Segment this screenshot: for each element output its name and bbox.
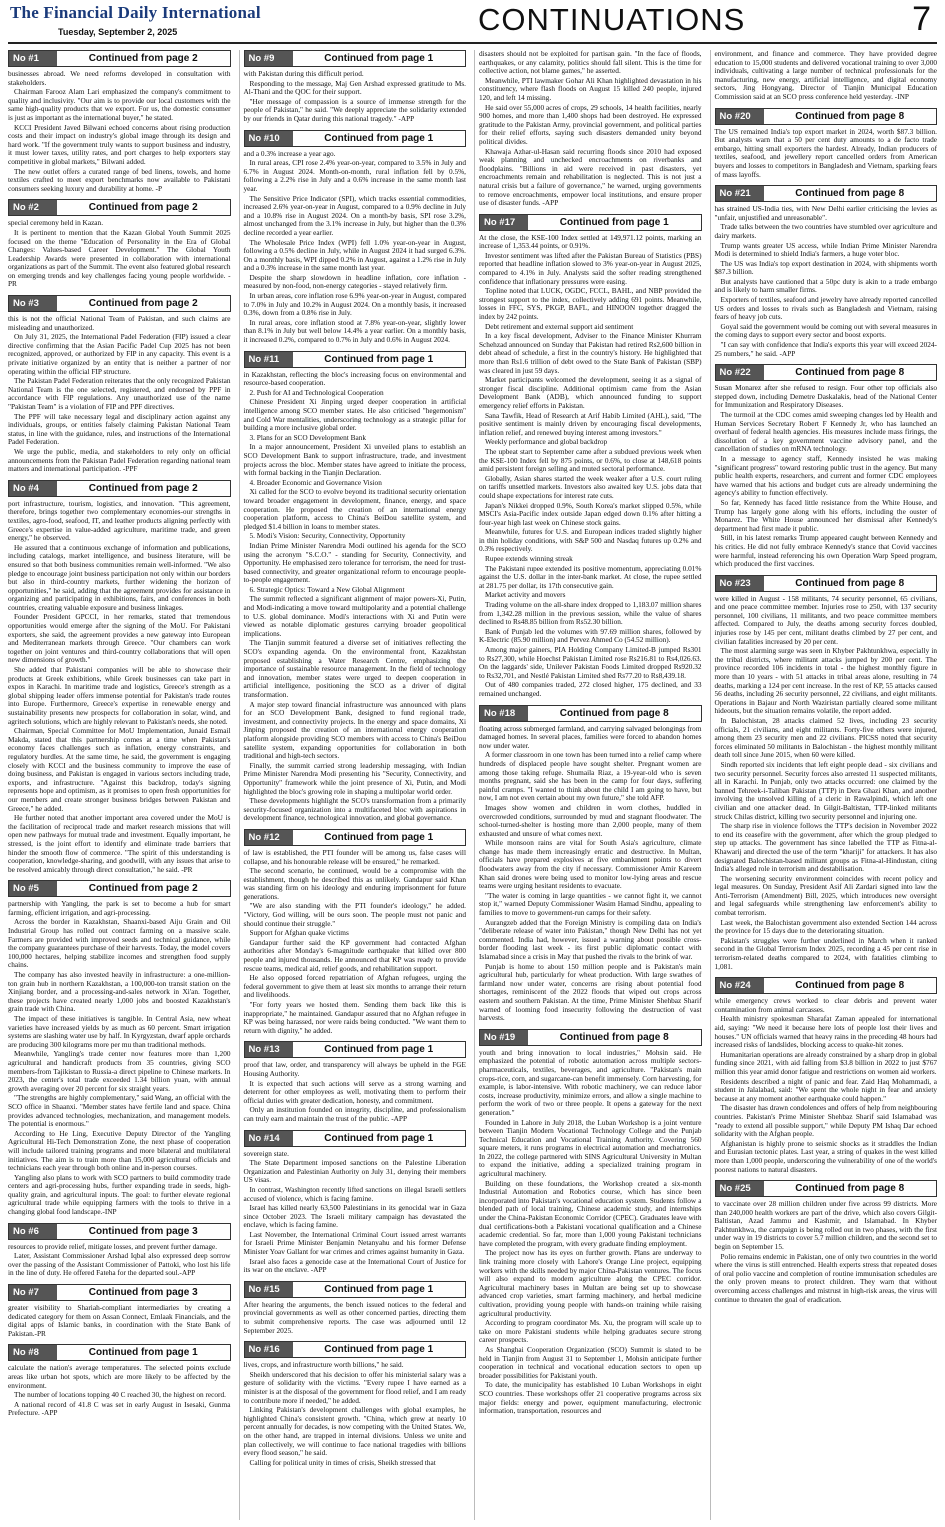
paragraph: In a message to agency staff, Kennedy insisted he was making "significant progress" toward restoring public trust in the agency. But many public health experts, researchers, and current and former CDC employees have warned that his actions and budget cuts are already undermining the agency's ability to function effectively. bbox=[714, 453, 937, 498]
story-header bbox=[8, 480, 231, 497]
story-body bbox=[715, 384, 938, 568]
continued-from-label: Continued from page 1 bbox=[293, 1131, 466, 1146]
paragraph: The project now has its eyes on further growth. Plans are underway to link training more closely with Lahore's Orange Line project, equipping workers with the skills needed by major China-Pakistan ventures. The focus will also expand to modern agriculture along the CPEC corridor. Agricultural machinery bases in Multan are being set up to showcase advanced crop varieties, smart farming machinery, and herbal medicine cultivation, providing young people with hands-on training while raising agricultural productivity. bbox=[479, 1248, 702, 1318]
paragraph: Goyal said the government would be coming out with several measures in the coming days to support every sector and boost exports. bbox=[714, 321, 937, 340]
story-header bbox=[8, 295, 231, 312]
story-number: No #16 bbox=[245, 1342, 293, 1357]
story-header bbox=[715, 575, 938, 592]
paragraph: Still, in his latest remarks Trump appeared caught between Kennedy and his critics. He did not fully embrace Kennedy's stance that Covid vaccines were harmful, instead referencing his own Operation Warp Speed program, which produced the first vaccines. bbox=[714, 533, 937, 569]
story-body bbox=[715, 50, 938, 102]
story bbox=[8, 295, 231, 474]
paragraph: Despite the sharp slowdown in headline inflation, core inflation - measured by non-food, non-energy categories - stayed relatively firm. bbox=[243, 272, 466, 291]
paragraph: After hearing the arguments, the bench issued notices to the federal and provincial governments as well as other concerned parties, directing them to submit comprehensive reports. The case was adjourned until 12 September 2025. bbox=[243, 1299, 466, 1335]
paragraph: businesses abroad. We need reforms developed in consultation with stakeholders. bbox=[8, 69, 231, 87]
paragraph: The most alarming surge was seen in Khyber Pakhtunkhwa, especially in the tribal districts, where militant attacks jumped by 200 per cent. The province recorded 106 incidents in total - the highest monthly figure in more than 10 years - with 51 attacks in tribal areas alone, resulting in 74 deaths, marking a 124 per cent increase. In the rest of KP, 55 attacks caused 56 deaths, including 26 security personnel, 22 civilians, and eight militants. Operations in Bajaur and North Waziristan partially cleared some militant hideouts, but the situation remains volatile, the report added. bbox=[714, 646, 937, 716]
column-2 bbox=[239, 50, 467, 1520]
paragraph: greater visibility to Shariah-compliant intermediaries by creating a dedicated category for them on Assan Connect, Emlaak Financials, and the digital apps of Islamic banks, in coordination with the State Bank of Pakistan.-PR bbox=[8, 1303, 231, 1338]
paragraph: Khawaja Azhar-ul-Hasan said recurring floods since 2010 had exposed weak planning and unchecked encroachments on riverbanks and floodplains. "Billions in aid were received in past disasters, yet encroachments remain and rehabilitation is neglected. This is not just a natural crisis but a failure of governance," he warned, urging governments to remove encroachments, empower local institutions, and ensure proper use of disaster funds. -APP bbox=[479, 146, 702, 208]
paragraph: Japan's Nikkei dropped 0.9%, South Korea's market slipped 0.5%, while MSCI's Asia-Pacific index outside Japan edged down 0.1% after hitting a four-year high last week on Chinese stock gains. bbox=[479, 500, 702, 527]
paragraph: She added that Pakistani companies will be able to showcase their products at Greek exhibitions, while Greek businesses can take part in expos in Karachi. In maritime trade and logistics, Greece's strength as a global shipping leader offers immense potential for Pakistan's trade routes into Europe. Furthermore, Greece's expertise in renewable energy and sustainability presents new prospects for collaboration in solar, wind, and agritech solutions, which are highly relevant to Pakistan's needs, she noted. bbox=[8, 665, 231, 726]
paragraph: He said over 55,000 acres of crops, 29 schools, 14 health facilities, nearly 900 homes, and more than 1,400 shops had been destroyed. He expressed gratitude to the Pakistan Army, provincial government, and political parties for their relief efforts, saying such disasters demanded unity beyond political divides. bbox=[479, 102, 702, 146]
paragraph: Xi called for the SCO to evolve beyond its traditional security orientation toward broader engagement in development, finance, energy, and space cooperation. He proposed the creation of an international energy cooperation platform, access to China's BeiDou satellite system, and pledged $1.4 billion in loans to member states. bbox=[243, 487, 466, 531]
continued-from-label: Continued from page 8 bbox=[764, 978, 937, 993]
story bbox=[715, 108, 938, 180]
paragraph: while emergency crews worked to clear debris and prevent water contamination from animal carcasses. bbox=[714, 996, 937, 1014]
story-body bbox=[715, 997, 938, 1174]
story-body bbox=[244, 1061, 467, 1123]
story-header bbox=[244, 50, 467, 67]
paragraph: The US was India's top export destination in 2024, with shipments worth $87.3 billion. bbox=[714, 258, 937, 277]
paragraph: Humanitarian operations are already constrained by a sharp drop in global funding since 2021, with aid falling from $3.8 billion in 2022 to just $767 million this year amid donor fatigue and restrictions on women aid workers. bbox=[714, 1049, 937, 1076]
paragraph: Exporters of textiles, seafood and jewelry have already reported cancelled US orders and losses to rivals such as Bangladesh and Vietnam, raising fears of heavy job cuts. bbox=[714, 295, 937, 322]
paragraph: has strained US-India ties, with New Delhi earlier criticising the levies as "unfair, unjustified and unreasonable". bbox=[714, 204, 937, 222]
paragraph: The company has also invested heavily in infrastructure: a one-million-ton grain hub in northern Kazakhstan, a 100,000-ton transit station on the Xinjiang border, and a processing-and-sales network in Xi'an. Together, these projects have created nearly 1,000 jobs and boosted Kazakhstan's grain trade with China. bbox=[8, 970, 231, 1014]
story-body bbox=[715, 595, 938, 972]
paragraph: special ceremony held in Kazan. bbox=[8, 218, 104, 228]
story-number: No #7 bbox=[9, 1285, 57, 1300]
story-header bbox=[244, 1130, 467, 1147]
story-header bbox=[244, 829, 467, 846]
continued-from-label: Continued from page 8 bbox=[764, 365, 937, 380]
story-body bbox=[479, 1049, 702, 1416]
paragraph: this is not the official National Team of Pakistan, and such claims are misleading and unauthorized. bbox=[8, 314, 231, 332]
paragraph: Israel has killed nearly 63,500 Palestinians in its genocidal war in Gaza since October 2023. The Israeli military campaign has devastated the enclave, which is facing famine. bbox=[243, 1203, 466, 1230]
story-body bbox=[244, 70, 467, 124]
paragraph: Sheikh underscored that his decision to offer his ministerial salary was a gesture of solidarity with the victims. "Every rupee I have earned as a minister is at the disposal of the government for flood relief, and I am ready to contribute more if needed," he added. bbox=[243, 1369, 466, 1405]
story-header bbox=[715, 1180, 938, 1197]
paragraph: He assured that a continuous exchange of information and publications, including catalogs, market intelligence, and business literature, will be ensured so that both business communities remain well-informed. "We also pledge to encourage joint business participation not only within our borders but also in third-country markets, further widening the horizon of opportunities," he said, adding that the agreement provides for assistance in organizing and participating in exhibitions, fairs, and conferences in both countries, creating valuable exposure and business linkages. bbox=[8, 542, 231, 612]
paragraph: in Kazakhstan, reflecting the bloc's increasing focus on environmental and resource-based cooperation. bbox=[243, 369, 466, 388]
story-number: No #5 bbox=[9, 881, 57, 896]
story-header bbox=[715, 108, 938, 125]
section-title: CONTINUATIONS bbox=[478, 2, 746, 37]
continued-from-label: Continued from page 8 bbox=[764, 576, 937, 591]
paragraph: The State Department imposed sanctions on the Palestine Liberation Organization and Palestinian Authority on July 31, denying their members US visas. bbox=[243, 1158, 466, 1185]
paragraph: Last week, the Balochistan government also extended Section 144 across the province for 15 days due to the deteriorating situation. bbox=[714, 917, 937, 936]
columns-area bbox=[8, 50, 937, 1520]
story-header bbox=[8, 199, 231, 216]
paragraph: Among major gainers, PIA Holding Company Limited-B jumped Rs301 to Rs27,300, while Hoechst Pakistan Limited rose Rs216.81 to Rs4,026.63. On the laggards' side, Unilever Pakistan Foods Limited dropped Rs920.32 to Rs32,701, and Nestlé Pakistan Limited shed Rs77.20 to Rs8,439.18. bbox=[479, 645, 702, 680]
paragraph: It is pertinent to mention that the Kazan Global Youth Summit 2025 focused on the theme "Education of Personality in the Era of Global Changes: Values-based Career Development." The Global Youth Leadership Awards were presented in collaboration with international organizations as part of the Summit. The event also featured global research on emerging trends and key challenges facing young people worldwide. -PR bbox=[8, 227, 231, 289]
story-body bbox=[715, 205, 938, 358]
paragraph: The PPF will take necessary legal and disciplinary action against any individuals, groups, or entities falsely claiming Pakistan National Team status, in line with the guidance, rules, and instructions of the International Padel Federation. bbox=[8, 411, 231, 447]
paragraph: Founder President GPCCI, in her remarks, stated that tremendous opportunities would emerge after the signing of the MoU. For Pakistani exporters, she said, the agreement provides a new gateway into European and Mediterranean markets through Greece. "Our chambers can work together on joint ventures and third-country collaborations that will open new dimensions of growth." bbox=[8, 612, 231, 665]
continued-from-label: Continued from page 1 bbox=[293, 830, 466, 845]
paragraph: But analysts have cautioned that a 50pc duty is akin to a trade embargo and is likely to harm smaller firms. bbox=[714, 276, 937, 295]
paragraph: The Wholesale Price Index (WPI) fell 1.0% year-on-year in August, following a 0.5% decline in July, while in August 2024 it had surged 6.3%. On a monthly basis, WPI dipped 0.2% in August, against a 1.2% rise in July and a 0.3% increase in the same month last year. bbox=[243, 237, 466, 273]
story-number: No #13 bbox=[245, 1042, 293, 1057]
paragraph: and a 0.3% increase a year ago. bbox=[243, 148, 336, 158]
story-number: No #17 bbox=[480, 215, 528, 230]
paragraph: Investor sentiment was lifted after the Pakistan Bureau of Statistics (PBS) reported that headline inflation slowed to 3% year-on-year in August 2025, compared to 4.1% in July. Analysts said the softer reading strengthened confidence that inflationary pressures were easing. bbox=[479, 250, 702, 286]
paragraph: Gandapur further said the KP government had contacted Afghan authorities after Monday's 6-magnitude earthquake that killed over 800 people and injured thousands. He announced that KP was ready to provide rescue teams, medical aid, relief goods, and rehabilitation support. bbox=[243, 937, 466, 973]
paragraph: We urge the public, media, and stakeholders to rely only on official announcements from the Pakistan Padel Federation regarding national team matters and international participation. -PPF bbox=[8, 446, 231, 474]
continued-from-label: Continued from page 2 bbox=[57, 296, 230, 311]
paragraph: Meanwhile, futures for U.S. and European indices traded slightly higher in thin holiday conditions, with S&P 500 and Nasdaq futures up 0.2% and 0.3% respectively. bbox=[479, 527, 702, 554]
paragraph: Punjab is home to about 150 million people and is Pakistan's main agricultural hub, particularly for wheat production. With large swathes of farmland now under water, concerns are rising about potential food shortages, reminiscent of the 2022 floods that wiped out crops across eastern and southern Pakistan. At the time, Prime Minister Shehbaz Sharif warned of looming food insecurity following the destruction of vast harvests. bbox=[479, 961, 702, 1023]
paragraph: To date, the municipality has established 10 Luban Workshops in eight SCO countries. These workshops offer 21 cooperative programs across six major fields: energy and power, equipment manufacturing, electronic information, transportation, resources and bbox=[479, 1380, 702, 1416]
paragraph: Yangling also plans to work with SCO partners to build commodity trade centers and agri-processing hubs, further expanding trade in seeds, high-quality grain, and agricultural inputs. The goal: to further elevate regional agricultural trade while equipping farmers with the tools to thrive in a changing global food landscape.-INP bbox=[8, 1172, 231, 1217]
paragraph: Market activity and movers bbox=[485, 590, 566, 600]
paragraph: The Tianjin summit featured a diverse set of initiatives reflecting the SCO's expanding agenda. On the environmental front, Kazakhstan proposed establishing a Water Research Centre, emphasizing the importance of sustainable resource management. In the field of technology and innovation, member states were urged to deepen cooperation in artificial intelligence, positioning the SCO as a driver of digital transformation. bbox=[243, 638, 466, 699]
column-4 bbox=[710, 50, 938, 1520]
story-body bbox=[8, 219, 231, 289]
paragraph: It is expected that such actions will serve as a strong warning and deterrent for other employees as well, motivating them to perform their official duties with greater dedication, honesty, and commitment. bbox=[243, 1078, 466, 1105]
paragraph: The US remained India's top export market in 2024, worth $87.3 billion. But analysts warn that a 50 per cent duty amounts to a de facto trade embargo, hitting small exporters the hardest. Already, Indian producers of textiles, seafood, and jewellery report cancelled orders from American buyers and losses to competitors in Bangladesh and Vietnam, sparking fears of mass layoffs. bbox=[714, 126, 937, 179]
story-body bbox=[244, 1301, 467, 1335]
paragraph: KCCI President Javed Bilwani echoed concerns about rising production costs and their impact on industry's global image through its design and hard work. "If the government truly wants to support business and industry, it must lower taxes, utility rates, and port charges to help exporters stay competitive in global markets," Bilwani added. bbox=[8, 122, 231, 166]
paragraph: Pakistan's struggles were further underlined in March when it ranked second in the Global Terrorism Index 2025, recording a 45 per cent rise in terrorism-related deaths compared to 2024, with fatalities climbing to 1,081. bbox=[714, 935, 937, 971]
story-number: No #12 bbox=[245, 830, 293, 845]
story-number: No #25 bbox=[716, 1181, 764, 1196]
continued-from-label: Continued from page 2 bbox=[57, 481, 230, 496]
story bbox=[479, 50, 702, 208]
paragraph: The new outlet offers a curated range of bed linens, towels, and home textiles crafted to meet export benchmarks now available to Pakistani consumers seeking luxury and durability at home. -P bbox=[8, 166, 231, 193]
paragraph: disasters should not be exploited for partisan gain. "In the face of floods, earthquakes, or any calamity, politics should fall silent. This is the time for collective action, not blame games," he asserted. bbox=[479, 50, 702, 76]
paragraph: Topline noted that LUCK, OGDC, FCCL, BAHL, and NBP provided the strongest support to the index, collectively adding 691 points. Meanwhile, losses in FFC, SYS, PKGP, BAFL, and HINOON together dragged the index by 242 points. bbox=[479, 286, 702, 322]
paragraph: The upbeat start to September came after a subdued previous week when the KSE-100 Index fell by 875 points, or 0.6%, to close at 148,618 points amid persistent foreign selling and muted sectoral performance. bbox=[479, 446, 702, 474]
paragraph: Trading volume on the all-share index dropped to 1,183.07 million shares from 1,342.28 million in the previous session, while the value of shares declined to Rs48.85 billion from Rs52.30 billion. bbox=[479, 600, 702, 627]
paragraph: Chairman, Special Committee for MoU Implementation, Junaid Esmail Makda, stated that this partnership comes at a time when Pakistan's economy faces challenges such as inflation, energy constraints, and regulatory hurdles. At the same time, he said, the government is engaging closely with KCCI and the business community to improve the ease of doing business, and Pakistan is engaged in various sectors including trade, exports, and infrastructure. "Against this backdrop, today's signing represents hope and optimism, as it promises to open fresh opportunities for our members and create stronger business bridges between Pakistan and Greece," he added. bbox=[8, 726, 231, 813]
story-header bbox=[8, 50, 231, 67]
paragraph: Globally, Asian shares started the week weaker after a U.S. court ruling on tariffs unsettled markets. Investors also awaited key U.S. jobs data that could shape expectations for interest rate cuts. bbox=[479, 473, 702, 500]
story-number: No #18 bbox=[480, 706, 528, 721]
story-number: No #10 bbox=[245, 131, 293, 146]
story-header bbox=[715, 185, 938, 202]
paragraph: In urban areas, core inflation rose 6.9% year-on-year in August, compared to 7.0% in July and 10.2% in August 2024. On a monthly basis, it increased 0.3%, down from a 0.8% rise in July. bbox=[243, 291, 466, 318]
story-body bbox=[479, 50, 702, 208]
story-body bbox=[8, 315, 231, 474]
story bbox=[8, 199, 231, 289]
story-body bbox=[715, 128, 938, 180]
story-number: No #14 bbox=[245, 1131, 293, 1146]
paragraph: Only an institution founded on integrity, discipline, and professionalism can truly earn and maintain the trust of the public. -APP bbox=[243, 1105, 466, 1123]
story bbox=[715, 364, 938, 568]
story-number: No #21 bbox=[716, 186, 764, 201]
paragraph: Sindh reported six incidents that left eight people dead - six civilians and two security personnel. Security forces also arrested 11 suspected militants, all in Karachi. In Punjab, only two attacks occurred: one claimed by the banned Tehreek-i-Taliban Pakistan (TTP) in Dera Ghazi Khan, and another involving the unsolved killing of a cleric in Rawalpindi, which left one civilian and one attacker dead. In Gilgit-Baltistan, TTP-linked militants struck Chilas district, killing two security personnel and injuring one. bbox=[714, 759, 937, 821]
paragraph: In a major announcement, President Xi unveiled plans to establish an SCO Development Bank to support infrastructure, trade, and investment projects across the bloc. Member states have agreed to initiate the process, with formal backing in the Tianjin Declaration. bbox=[243, 442, 466, 478]
paragraph: The Pakistani rupee extended its positive momentum, appreciating 0.01% against the U.S. dollar in the inter-bank market. At close, the rupee settled at 281.75 per dollar, its 17th consecutive gain. bbox=[479, 563, 702, 590]
paragraph: He further noted that another important area covered under the MoU is the facilitation of reciprocal trade and market research missions that will open new pathways for mutual trade and investment. Equally important, he stressed, is the joint effort to identify and eliminate trade barriers that hinder the smooth flow of commerce. "The spirit of this understanding is cooperation, knowledge-sharing, and goodwill, with any issues that arise to be resolved amicably through direct consultation," he said. -PR bbox=[8, 813, 231, 874]
paragraph: of law is established, the PTI founder will be among us, false cases will collapse, and his honourable release will be ensured," he remarked. bbox=[243, 847, 466, 866]
paragraph: sovereign state. bbox=[243, 1148, 289, 1158]
story-header bbox=[8, 1223, 231, 1240]
story-body bbox=[715, 1200, 938, 1304]
paragraph: 3. Plans for an SCO Development Bank bbox=[249, 432, 367, 442]
paragraph: Support for Afghan quake victims bbox=[249, 928, 349, 938]
story bbox=[479, 705, 702, 1023]
paragraph: Debt retirement and external support aid sentiment bbox=[485, 321, 634, 331]
paragraph: 6. Strategic Optics: Toward a New Global Alignment bbox=[249, 584, 405, 594]
continued-from-label: Continued from page 1 bbox=[293, 1042, 466, 1057]
paragraph: According to program coordinator Ms. Xu, the program will scale up to take on more Pakistani students while helping graduates secure strong career prospects. bbox=[479, 1318, 702, 1345]
paragraph: Last November, the International Criminal Court issued arrest warrants for Israeli Prime Minister Benjamin Netanyahu and his former Defense Minister Yoav Gallant for war crimes and crimes against humanity in Gaza. bbox=[243, 1229, 466, 1257]
continued-from-label: Continued from page 8 bbox=[764, 1181, 937, 1196]
continued-from-label: Continued from page 1 bbox=[293, 352, 466, 367]
paragraph: Sana Tawfik, Head of Research at Arif Habib Limited (AHL), said, "The positive sentiment is mainly driven by encouraging fiscal developments, inflation relief, and renewed buying interest among investors." bbox=[479, 410, 702, 437]
column-3 bbox=[474, 50, 702, 1520]
paragraph: 4. Broader Economic and Governance Vision bbox=[249, 477, 382, 487]
story bbox=[715, 575, 938, 972]
story-number: No #23 bbox=[716, 576, 764, 591]
story-body bbox=[244, 1361, 467, 1467]
paragraph: environment, and finance and commerce. They have provided degree education to 15,000 students and delivered vocational training to over 3,000 individuals, cultivating a large number of technical professionals for the manufacturing, new energy, artificial intelligence, and digital economy sectors, Jing Hongyang, Director of Tianjin Municipal Education Commission said at an SCO press conference held yesterday. -INP bbox=[714, 50, 937, 101]
paragraph: Afghanistan is highly prone to seismic shocks as it straddles the Indian and Eurasian tectonic plates. Last year, a string of quakes in the west killed more than 1,000 people, underscoring the vulnerability of one of the world's poorest nations to natural disasters. bbox=[714, 1138, 937, 1174]
paragraph: Building on these foundations, the Workshop created a six-month Industrial Automation and Robotics course, which has since been incorporated into Pakistan's vocational education system. Students follow a blended path of local training, Chinese academic study, and internships under the China-Pakistan Economic Corridor (CPEC). Graduates leave with dual certifications-both a Pakistani vocational qualification and a Chinese academic credential. So far, more than 1,000 young Pakistani technicians have completed the program, with every graduate finding employment. bbox=[479, 1178, 702, 1248]
masthead bbox=[8, 0, 937, 44]
paragraph: Trump wants greater US access, while Indian Prime Minister Narendra Modi is determined to shield India's farmers, a huge voter bloc. bbox=[714, 240, 937, 259]
story bbox=[8, 1344, 231, 1418]
story-number: No #2 bbox=[9, 200, 57, 215]
paragraph: Responding to the message, Maj Gen Arshad expressed gratitude to Ms. Al-Thani and the QOC for their support. bbox=[243, 78, 466, 97]
story-number: No #9 bbox=[245, 51, 293, 66]
continued-from-label: Continued from page 2 bbox=[57, 51, 230, 66]
continued-from-label: Continued from page 1 bbox=[57, 1345, 230, 1360]
story-header bbox=[479, 214, 702, 231]
paragraph: Meanwhile, PTI lawmaker Gohar Ali Khan highlighted devastation in his constituency, where flash floods on August 15 killed 240 people, injured 120, and left 14 missing. bbox=[479, 75, 702, 102]
story bbox=[244, 1130, 467, 1275]
paragraph: Chinese President Xi Jinping urged deeper cooperation in artificial intelligence among SCO member states. He also criticised "hegemonism" and Cold War mentalities, underscoring technology as a strategic pillar for building a more inclusive global order. bbox=[243, 397, 466, 433]
paragraph: Indian Prime Minister Narendra Modi outlined his agenda for the SCO using the acronym "S.C.O." - standing for Security, Connectivity, and Opportunity. He emphasised zero tolerance for terrorism, the need for trust-based connectivity, and greater organizational reform to encourage people-to-people engagement. bbox=[243, 540, 466, 585]
paragraph: The summit reflected a significant alignment of major powers-Xi, Putin, and Modi-indicating a move toward multipolarity and a potential challenge to U.S. global dominance. Modi's interactions with Xi and Putin were viewed as notable diplomatic gestures carrying broader geopolitical implications. bbox=[243, 594, 466, 638]
story-body bbox=[8, 1364, 231, 1418]
paragraph: The impact of these initiatives is tangible. In Central Asia, new wheat varieties have increased yields by as much as 60 percent. Smart irrigation systems are slashing water use by half. In Kyrgyzstan, dwarf apple orchards are producing 300 kilograms more per mu than traditional methods. bbox=[8, 1014, 231, 1049]
story bbox=[715, 1180, 938, 1304]
story-body bbox=[244, 371, 467, 823]
paragraph: Aurangzeb added that the Foreign Ministry is compiling data on India's "deliberate release of water into Pakistan," though New Delhi has not yet commented. India had, however, issued a warning about possible cross-border flooding last week - its first public diplomatic contact with Islamabad since a crisis in May that pushed the rivals to the brink of war. bbox=[479, 917, 702, 961]
story-header bbox=[244, 1341, 467, 1358]
paragraph: He also opposed forced repatriation of Afghan refugees, urging the federal government to give them at least six months to arrange their return and livelihoods. bbox=[243, 973, 466, 1000]
paragraph: Polio remains endemic in Pakistan, one of only two countries in the world where the virus is still entrenched. Health experts stress that repeated doses of oral polio vaccine and completion of routine immunisation schedules are the only proven means to protect children. They warn that without overcoming access challenges and mistrust in high-risk areas, the virus will continue to threaten the goal of eradication. bbox=[714, 1251, 937, 1304]
story bbox=[244, 130, 467, 345]
paragraph: floating across submerged farmland, and carrying salvaged belongings from damaged homes. In several places, families were forced to abandon homes now under water. bbox=[479, 723, 702, 750]
story bbox=[244, 351, 467, 823]
story-number: No #20 bbox=[716, 109, 764, 124]
paragraph: The disaster has drawn condolences and offers of help from neighbouring countries. Pakistan's Prime Minister Shehbaz Sharif said Islamabad was "ready to extend all possible support," while Deputy PM Ishaq Dar echoed solidarity with the Afghan people. bbox=[714, 1103, 937, 1139]
story-header bbox=[479, 1029, 702, 1046]
paragraph: Market participants welcomed the development, seeing it as a signal of stronger fiscal discipline. Additional optimism came from the Asian Development Bank (ADB), which announced funding to support emergency relief efforts in Pakistan. bbox=[479, 375, 702, 410]
paragraph: According to He Ling, Executive Deputy Director of the Yangling Agricultural Hi-Tech Demonstration Zone, the next phase of cooperation will include tailored training programs and more bilateral and multilateral initiatives. The aim is to train more than 15,000 agricultural officials and technicians each year through both online and in-person courses. bbox=[8, 1128, 231, 1173]
story-number: No #22 bbox=[716, 365, 764, 380]
paragraph: While monsoon rains are vital for South Asia's agriculture, climate change has made them increasingly erratic and destructive. In Multan, officials have prepared explosives at five embankment points to divert floodwaters away from the city if necessary. Commissioner Amir Kareem Khan said drones were being used to monitor low-lying areas and rescue teams were urging hesitant residents to evacuate. bbox=[479, 838, 702, 891]
paragraph: These developments highlight the SCO's transformation from a primarily security-focused organization into a multifaceted bloc with aspirations in development finance, technological innovation, and global governance. bbox=[243, 796, 466, 823]
paragraph: The number of locations topping 40 C reached 30, the highest on record. bbox=[14, 1390, 226, 1400]
story-body bbox=[8, 500, 231, 875]
story bbox=[244, 1041, 467, 1123]
paragraph: A former classroom in one town has been turned into a relief camp where hundreds of displaced people have sought shelter. Pregnant women are among those taking refuge. Shumaila Riaz, a 19-year-old who is seven months pregnant, said she has been in the camp for four days, suffering painful cramps. "I wanted to think about the child I am going to have, but now, I am not even certain about my own future," she told AFP. bbox=[479, 750, 702, 803]
paragraph: A national record of 41.8 C was set in early August in Isesaki, Gunma Prefecture. -APP bbox=[8, 1399, 231, 1418]
paragraph: Rupee extends winning streak bbox=[485, 554, 573, 564]
paragraph: Calling for political unity in times of crisis, Sheikh stressed that bbox=[249, 1457, 436, 1467]
story bbox=[8, 480, 231, 875]
paragraph: At the close, the KSE-100 Index settled at 149,971.12 points, marking an increase of 1,353.44 points, or 0.91%. bbox=[479, 232, 702, 251]
story bbox=[8, 1223, 231, 1278]
paragraph: Founded in Lahore in July 2018, the Luban Workshop is a joint venture between Tianjin Modern Vocational Technology College and the Punjab Technical Education and Vocational Training Authority. Covering 560 square meters, it runs programs in electrical automation and mechatronics. In 2022, the college partnered with SINS Agricultural University in Multan to expand the initiative, adding a specialized training program in agricultural machinery. bbox=[479, 1117, 702, 1179]
continued-from-label: Continued from page 3 bbox=[57, 1285, 230, 1300]
paragraph: Residents described a night of panic and fear. Zaid Haq Mohammadi, a student in Jalalabad, said: "We spent the whole night in fear and anxiety because at any moment another earthquake could happen." bbox=[714, 1076, 937, 1103]
story-body bbox=[8, 70, 231, 193]
paragraph: "We are also standing with the PTI founder's ideology," he added. "Victory, God willing, will be ours soon. The people must not panic and should continue their struggle." bbox=[243, 901, 466, 928]
story-body bbox=[8, 1304, 231, 1338]
continued-from-label: Continued from page 2 bbox=[57, 881, 230, 896]
paragraph: 2. Push for AI and Technological Cooperation bbox=[249, 387, 384, 397]
story bbox=[715, 185, 938, 358]
continued-from-label: Continued from page 1 bbox=[293, 131, 466, 146]
story-body bbox=[8, 900, 231, 1216]
story bbox=[479, 1029, 702, 1416]
story bbox=[479, 214, 702, 699]
story-body bbox=[244, 849, 467, 1035]
paragraph: port infrastructure, tourism, logistics, and innovation. "This agreement, therefore, brings together two complementary economies-our strengths in textiles, agro-food, seafood, IT, and leather products aligning perfectly with Greece's expertise in value-added agriculture, maritime trade, and green energy," he observed. bbox=[8, 498, 231, 543]
paragraph: Susan Monarez after she refused to resign. Four other top officials also stepped down, including Demetre Daskalakis, head of the National Center for Immunization and Respiratory Diseases. bbox=[714, 383, 937, 410]
story-header bbox=[715, 977, 938, 994]
paragraph: The second scenario, he continued, would be a compromise with the establishment, though he described this as unlikely. Gandapur said Khan was standing firm on his ideology and enduring imprisonment for future generations. bbox=[243, 866, 466, 901]
paragraph: In contrast, Washington recently lifted sanctions on illegal Israeli settlers accused of violence, which is facing famine. bbox=[243, 1184, 466, 1203]
paragraph: calculate the nation's average temperatures. The selected points exclude areas like urban hot spots, which are more likely to be affected by the environment. bbox=[8, 1363, 231, 1390]
paragraph: The Pakistan Padel Federation reiterates that the only recognized Pakistan National Team is the one selected, registered, and endorsed by PPF in accordance with FIP regulations. Any unauthorized use of the name "Pakistan Team" is a violation of FIP and PPF directives. bbox=[8, 376, 231, 411]
paragraph: The worsening security environment coincides with recent policy and legal measures. On Sunday, President Asif Ali Zardari signed into law the Anti-Terrorism (Amendment) Bill, 2025, which introduces new oversight and legal safeguards while strengthening law enforcement's ability to combat terrorism. bbox=[714, 873, 937, 918]
paragraph: In Balochistan, 28 attacks claimed 52 lives, including 23 security officials, 21 civilians, and eight militants. Forty-five others were injured, among them 23 security men and 22 civilians. PICSS noted that security forces eliminated 50 militants in Balochistan - the highest monthly militant death toll since June 2015, when 60 were killed. bbox=[714, 716, 937, 760]
paragraph: "Her message of compassion is a source of immense strength for the people of Pakistan," he said. "We deeply appreciate the solidarity extended by our friends in Qatar during this national tragedy." -APP bbox=[243, 96, 466, 123]
paragraph: "For forty years we hosted them. Sending them back like this is inappropriate," he maintained. Gandapur assured that no Afghan refugee in KP was being harassed, nor were raids being conducted. "We want them to return with dignity," he added. bbox=[243, 1000, 466, 1035]
paragraph: Out of 480 companies traded, 272 closed higher, 175 declined, and 33 remained unchanged. bbox=[479, 680, 702, 698]
paragraph: In rural areas, CPI rose 2.4% year-on-year, compared to 3.5% in July and 6.7% in August 2024. Month-on-month, rural inflation fell by 0.5%, following a 2.2% rise in July and a 0.6% increase in the same month last year. bbox=[243, 158, 466, 193]
story-body bbox=[479, 725, 702, 1023]
paragraph: youth and bring innovation to local industries," Mohsin said. He emphasized the potential of robotic automation across multiple sectors-pharmaceuticals, textiles, beverages, and agriculture. "Pakistan's main crops-rice, corn, and sugarcane-can benefit immensely. Corn harvesting, for example, is labor-intensive. With robotic machinery, we can reduce labor costs, increase productivity, minimize errors, and allow a single machine to perform the work of two or three people. It opens a gateway for the next generation." bbox=[479, 1047, 702, 1117]
paragraph: were killed in August - 158 militants, 74 security personnel, 65 civilians, and one peace committee member. Injuries rose to 250, with 137 security personnel, 100 civilians, 11 militants, and two peace committee members affected. Compared to July, the deaths among security forces doubled, injuries rose by 145 per cent, militant deaths climbed by 27 per cent, and civilian fatalities increased by 20 per cent. bbox=[714, 593, 937, 646]
paragraph: Trade talks between the two countries have stumbled over agriculture and dairy markets. bbox=[714, 222, 937, 240]
story bbox=[715, 977, 938, 1174]
paragraph: Linking Pakistan's development challenges with global examples, he highlighted China's consistent growth. "China, which grew at nearly 10 percent annually for decades, is now competing with the United States. We, on the other hand, are trapped in internal divisions. Unless we unite and plan collectively, we will continue to face national tragedies with billions every flood season," he said. bbox=[243, 1405, 466, 1458]
paragraph: "The water is coming in large quantities - we cannot fight it, we cannot stop it," warned Deputy Commissioner Wasim Hamad Sindhu, appealing to families to move to government-run camps for their safety. bbox=[479, 890, 702, 918]
story-body bbox=[479, 234, 702, 699]
continued-from-label: Continued from page 1 bbox=[293, 51, 466, 66]
continued-from-label: Continued from page 8 bbox=[528, 1030, 701, 1045]
story-number: No #4 bbox=[9, 481, 57, 496]
continued-from-label: Continued from page 3 bbox=[57, 1224, 230, 1239]
paragraph: proof that law, order, and transparency will always be upheld in the FGE Housing Authority. bbox=[243, 1060, 466, 1078]
story-number: No #1 bbox=[9, 51, 57, 66]
story-header bbox=[8, 1344, 231, 1361]
paragraph: Images show women and children in worn clothes, huddled in overcrowded conditions, surrounded by mud and stagnant floodwater. The school-turned-shelter is hosting more than 2,000 people, many of them exhausted and unsure of what comes next. bbox=[479, 802, 702, 838]
story-body bbox=[244, 1150, 467, 1275]
story-header bbox=[715, 364, 938, 381]
story bbox=[244, 1341, 467, 1467]
story bbox=[8, 880, 231, 1216]
paragraph: In rural areas, core inflation stood at 7.8% year-on-year, slightly lower than 8.1% in July but well below 14.4% a year earlier. On a monthly basis, it increased 0.2%, compared to 0.7% in July and 0.6% in August 2024. bbox=[243, 317, 466, 345]
continued-from-label: Continued from page 8 bbox=[764, 186, 937, 201]
story-number: No #19 bbox=[480, 1030, 528, 1045]
story-header bbox=[244, 1041, 467, 1058]
story-header bbox=[244, 1281, 467, 1298]
paragraph: with Pakistan during this difficult period. bbox=[243, 69, 364, 78]
continued-from-label: Continued from page 1 bbox=[293, 1342, 466, 1357]
story-header bbox=[244, 351, 467, 368]
story-number: No #15 bbox=[245, 1282, 293, 1297]
continued-from-label: Continued from page 8 bbox=[528, 706, 701, 721]
paragraph: The Sensitive Price Indicator (SPI), which tracks essential commodities, increased 2.6% year-on-year in August, compared to a 0.9% decline in July and a 10.8% rise in August 2024. On a month-by basis, SPI rose 3.2%, almost unchanged from the 3.1% increase in July, but higher than the 0.3% decline recorded a year earlier. bbox=[243, 193, 466, 237]
issue-date: Tuesday, September 2, 2025 bbox=[58, 27, 178, 37]
story-number: No #8 bbox=[9, 1345, 57, 1360]
paragraph: In a key fiscal development, Adviser to the Finance Minister Khurram Schehzad announced on Sunday that Pakistan had retired Rs2,600 billion in debt ahead of schedule, a first in the country's history. He highlighted that more than Rs1.6 trillion of debt owed to the State Bank of Pakistan (SBP) was cleared in just 59 days. bbox=[479, 331, 702, 375]
paragraph: Meanwhile, Yangling's trade center now features more than 1,200 agricultural and handicraft products from 35 countries, giving SCO members-from Tajikistan to Russia-a direct pipeline to Chinese markets. In 2023, the center's total trade exceeded 1.34 billion yuan, with annual growth averaging over 20 percent for six straight years. bbox=[8, 1049, 231, 1093]
story bbox=[244, 50, 467, 124]
story-body bbox=[244, 150, 467, 345]
continued-from-label: Continued from page 8 bbox=[764, 109, 937, 124]
story bbox=[244, 829, 467, 1035]
paragraph: partnership with Yangling, the park is set to become a hub for smart farming, efficient irrigation, and agri-processing. bbox=[8, 899, 231, 917]
story-number: No #24 bbox=[716, 978, 764, 993]
paragraph: The sharp rise in violence follows the TTP's decision in November 2022 to end its ceasefire with the government, after which the group pledged to step up attacks. The government has since labelled the TTP as Fitna-al-Khawarij and directed the use of the term "khariji" for attackers. It has also designated Balochistan-based militant groups as Fitna-al-Hindustan, citing India's alleged role in terrorism and destabilisation. bbox=[714, 821, 937, 874]
story bbox=[244, 1281, 467, 1335]
paragraph: Chairman Farooz Alam Lari emphasized the company's commitment to quality and inclusivity. "Our aim is to provide our local customers with the same high-quality products that we export. For us, the domestic consumer is just as important as the international buyer," he stated. bbox=[8, 87, 231, 122]
paragraph: On July 31, 2025, the International Padel Federation (FIP) issued a clear directive confirming that the Asian Pacific Padel Cup 2025 has not been recognized, approved, or authorized by FIP in any capacity. This event is a private initiative organized by an entity that is neither a partner of nor operating within the official FIP structure. bbox=[8, 332, 231, 376]
paragraph: lives, crops, and infrastructure worth billions," he said. bbox=[243, 1360, 404, 1370]
story-number: No #6 bbox=[9, 1224, 57, 1239]
continued-from-label: Continued from page 1 bbox=[528, 215, 701, 230]
story bbox=[8, 50, 231, 193]
story-header bbox=[479, 705, 702, 722]
continued-from-label: Continued from page 2 bbox=[57, 200, 230, 215]
column-1 bbox=[8, 50, 231, 1520]
paragraph: A major step toward financial infrastructure was announced with plans for an SCO Development Bank, designed to fund regional trade, investment, and connectivity projects. In the energy and space domains, Xi Jinping proposed the creation of an international energy cooperation platform alongside providing SCO members with access to China's BeiDou satellite system, expanding opportunities for collaboration in both traditional and high-tech sectors. bbox=[243, 699, 466, 761]
paragraph: Later, Assistant Commissioner Arshad Iqbal also expressed deep sorrow over the passing of the Assistant Commissioner of Pattoki, who lost his life in the line of duty. He offered Fateha for the departed soul.-APP bbox=[8, 1251, 231, 1278]
page-number: 7 bbox=[912, 0, 931, 38]
story-number: No #3 bbox=[9, 296, 57, 311]
paper-name: The Financial Daily International bbox=[10, 3, 261, 22]
continued-from-label: Continued from page 1 bbox=[293, 1282, 466, 1297]
paragraph: resources to provide relief, mitigate losses, and prevent further damage. bbox=[8, 1241, 218, 1251]
paragraph: Bank of Punjab led the volumes with 97.69 million shares, followed by K-Electric (85.90 million) and Pervez Ahmed Co (54.52 million). bbox=[479, 626, 702, 645]
paragraph: 5. Modi's Vision: Security, Connectivity, Opportunity bbox=[249, 531, 406, 541]
story bbox=[8, 1284, 231, 1338]
paragraph: Health ministry spokesman Sharafat Zaman appealed for international aid, saying: "We need it because here lots of people lost their lives and houses." UN officials warned that heavy rains in the preceding 48 hours had increased risks of landslides, blocking access to quake-hit zones. bbox=[714, 1014, 937, 1050]
story-header bbox=[244, 130, 467, 147]
paragraph: to vaccinate over 28 million children under five across 99 districts. More than 240,000 health workers are part of the drive, which also covers Gilgit-Baltistan, Azad Jammu and Kashmir, and Islamabad. In Khyber Pakhtunkhwa, the campaign is being rolled out in two phases, with the first under way in 19 districts to cover 5.7 million children, and the second set to begin on September 15. bbox=[714, 1199, 937, 1252]
story bbox=[715, 50, 938, 102]
paragraph: Finally, the summit carried strong leadership messaging, with Indian Prime Minister Narendra Modi presenting his "Security, Connectivity, and Opportunity" framework while the joint presence of Xi, Putin, and Modi highlighted the bloc's growing role in shaping a multipolar world order. bbox=[243, 760, 466, 796]
story-number: No #11 bbox=[245, 352, 293, 367]
paragraph: Israel also faces a genocide case at the International Court of Justice for its war on the enclave. -APP bbox=[243, 1256, 466, 1275]
story-header bbox=[8, 1284, 231, 1301]
paragraph: "The strengths are highly complementary," said Wang, an official with the SCO office in Shaanxi. "Member states have fertile land and space. China provides advanced technologies, mechanization, and management models. The potential is enormous." bbox=[8, 1093, 231, 1129]
paragraph: So far, Kennedy has faced little resistance from the White House, and Trump has largely gone along with his efforts, including the ouster of Monarez. The White House announced her dismissal after Kennedy's department had first made it public. bbox=[714, 497, 937, 533]
paragraph: Across the border in Kazakhstan, Shaanxi-based Aiju Grain and Oil Industrial Group has rolled out contract farming on a massive scale. Farmers are provided with improved seeds and technical guidance, while the company guarantees purchase of their harvests. Today, the model covers 100,000 hectares, helping stabilize incomes and strengthen food supply chains. bbox=[8, 917, 231, 970]
paragraph: "I can say with confidence that India's exports this year will exceed 2024-25 numbers," he said. -APP bbox=[714, 340, 937, 358]
paragraph: The turmoil at the CDC comes amid sweeping changes led by Health and Human Services Secretary Robert F Kennedy Jr, who has launched an overhaul of federal health agencies. His measures include mass firings, the dissolution of a key government vaccine advisory panel, and the cancellation of studies on mRNA technology. bbox=[714, 410, 937, 454]
story-body bbox=[8, 1243, 231, 1278]
paragraph: Weekly performance and global backdrop bbox=[485, 437, 608, 447]
paragraph: As Shanghai Cooperation Organization (SCO) Summit is slated to be held in Tianjin from August 31 to September 1, Mohsin anticipate further cooperation in technical and vocational education sectors to open up broader possibilities for Pakistani youth. bbox=[479, 1344, 702, 1380]
story-header bbox=[8, 880, 231, 897]
